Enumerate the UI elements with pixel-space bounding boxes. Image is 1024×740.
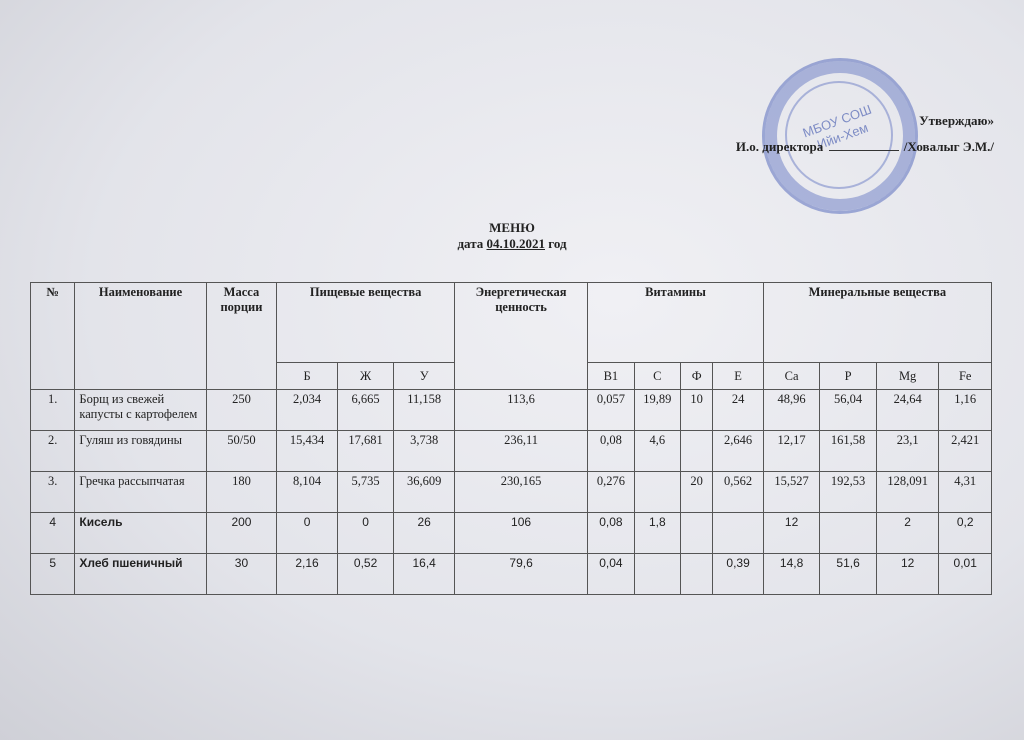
cell-f: 20: [681, 472, 713, 513]
cell-fe: 2,421: [939, 431, 992, 472]
cell-name: Кисель: [75, 513, 206, 554]
cell-name: Борщ из свежей капусты с картофелем: [75, 390, 206, 431]
cell-ca: 15,527: [763, 472, 820, 513]
cell-u: 26: [394, 513, 455, 554]
cell-f: [681, 513, 713, 554]
cell-mg: 24,64: [876, 390, 939, 431]
date-prefix: дата: [457, 236, 484, 251]
cell-zh: 6,665: [337, 390, 394, 431]
subheader-ca: Са: [763, 363, 820, 390]
menu-table: [30, 282, 992, 595]
cell-fe: 0,01: [939, 554, 992, 595]
subheader-fe: Fe: [939, 363, 992, 390]
table-row: [31, 472, 992, 513]
header-minerals: Минеральные вещества: [763, 283, 991, 363]
cell-c: 19,89: [634, 390, 680, 431]
header-energy: Энергетическая ценность: [454, 283, 587, 390]
cell-c: 4,6: [634, 431, 680, 472]
cell-b1: 0,276: [588, 472, 634, 513]
cell-f: 10: [681, 390, 713, 431]
subheader-e: Е: [713, 363, 763, 390]
cell-b1: 0,057: [588, 390, 634, 431]
cell-e: 0,562: [713, 472, 763, 513]
cell-u: 16,4: [394, 554, 455, 595]
cell-mass: 30: [206, 554, 277, 595]
cell-mg: 12: [876, 554, 939, 595]
cell-b1: 0,04: [588, 554, 634, 595]
table-row: [31, 390, 992, 431]
menu-title: МЕНЮ: [489, 220, 535, 235]
cell-name: Гречка рассыпчатая: [75, 472, 206, 513]
cell-name: Гуляш из говядины: [75, 431, 206, 472]
cell-n: 4: [31, 513, 75, 554]
cell-zh: 5,735: [337, 472, 394, 513]
cell-u: 3,738: [394, 431, 455, 472]
cell-mass: 250: [206, 390, 277, 431]
header-num: №: [31, 283, 75, 390]
cell-u: 36,609: [394, 472, 455, 513]
cell-p: 161,58: [820, 431, 877, 472]
cell-ca: 12: [763, 513, 820, 554]
cell-c: [634, 554, 680, 595]
cell-energy: 106: [454, 513, 587, 554]
cell-energy: 236,11: [454, 431, 587, 472]
date-suffix: год: [548, 236, 567, 251]
cell-fe: 1,16: [939, 390, 992, 431]
cell-b1: 0,08: [588, 431, 634, 472]
cell-mg: 128,091: [876, 472, 939, 513]
cell-b: 2,034: [277, 390, 338, 431]
cell-u: 11,158: [394, 390, 455, 431]
subheader-zh: Ж: [337, 363, 394, 390]
header-mass: Масса порции: [206, 283, 277, 390]
cell-fe: 4,31: [939, 472, 992, 513]
cell-c: 1,8: [634, 513, 680, 554]
cell-b: 2,16: [277, 554, 338, 595]
cell-b1: 0,08: [588, 513, 634, 554]
cell-b: 15,434: [277, 431, 338, 472]
subheader-c: С: [634, 363, 680, 390]
cell-energy: 113,6: [454, 390, 587, 431]
approval-name: /Ховалыг Э.М./: [903, 139, 994, 154]
table-row: [31, 431, 992, 472]
date-value: 04.10.2021: [486, 236, 545, 251]
subheader-u: У: [394, 363, 455, 390]
approval-role: И.о. директора: [735, 139, 824, 154]
stamp-text: МБОУ СОШ Ийи-Хем: [800, 101, 874, 153]
cell-mass: 50/50: [206, 431, 277, 472]
subheader-b1: В1: [588, 363, 634, 390]
cell-n: 5: [31, 554, 75, 595]
cell-mg: 2: [876, 513, 939, 554]
subheader-b: Б: [277, 363, 338, 390]
cell-b: 0: [277, 513, 338, 554]
cell-f: [681, 431, 713, 472]
cell-p: 192,53: [820, 472, 877, 513]
cell-mass: 200: [206, 513, 277, 554]
approval-block: [736, 108, 994, 160]
cell-p: 51,6: [820, 554, 877, 595]
cell-ca: 12,17: [763, 431, 820, 472]
table-row: [31, 513, 992, 554]
approval-line1: Утверждаю»: [919, 113, 994, 128]
cell-ca: 48,96: [763, 390, 820, 431]
cell-n: 1.: [31, 390, 75, 431]
table-row: [31, 554, 992, 595]
cell-fe: 0,2: [939, 513, 992, 554]
cell-p: [820, 513, 877, 554]
menu-title-block: [0, 220, 1024, 252]
cell-mg: 23,1: [876, 431, 939, 472]
subheader-mg: Mg: [876, 363, 939, 390]
cell-f: [681, 554, 713, 595]
cell-p: 56,04: [820, 390, 877, 431]
header-vitamins: Витамины: [588, 283, 764, 363]
header-nutrients: Пищевые вещества: [277, 283, 455, 363]
cell-n: 2.: [31, 431, 75, 472]
menu-date: [0, 236, 1024, 252]
table-body: [31, 390, 992, 595]
cell-mass: 180: [206, 472, 277, 513]
header-row: [31, 283, 992, 363]
signature-line: [829, 138, 899, 151]
cell-zh: 0: [337, 513, 394, 554]
cell-n: 3.: [31, 472, 75, 513]
cell-zh: 17,681: [337, 431, 394, 472]
cell-e: 2,646: [713, 431, 763, 472]
cell-c: [634, 472, 680, 513]
header-name: Наименование: [75, 283, 206, 390]
cell-zh: 0,52: [337, 554, 394, 595]
subheader-f: Ф: [681, 363, 713, 390]
subheader-p: Р: [820, 363, 877, 390]
cell-e: 0,39: [713, 554, 763, 595]
cell-b: 8,104: [277, 472, 338, 513]
cell-e: 24: [713, 390, 763, 431]
approval-line2: [736, 134, 994, 160]
cell-name: Хлеб пшеничный: [75, 554, 206, 595]
cell-ca: 14,8: [763, 554, 820, 595]
cell-energy: 79,6: [454, 554, 587, 595]
cell-energy: 230,165: [454, 472, 587, 513]
cell-e: [713, 513, 763, 554]
